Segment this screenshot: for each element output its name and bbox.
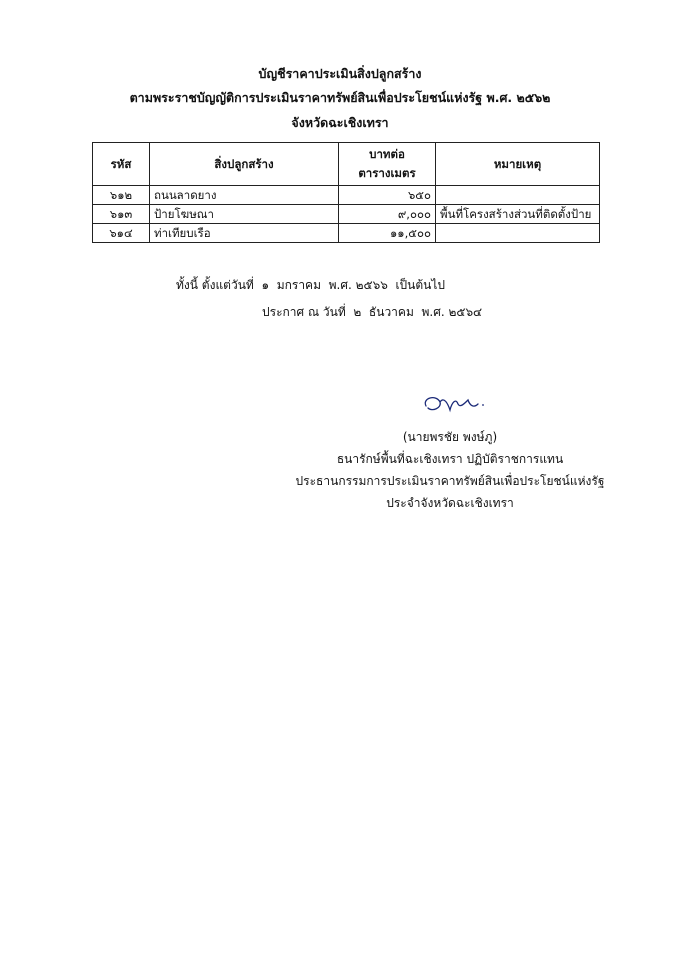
header-price	[339, 143, 436, 186]
row-code: ๖๑๓	[93, 205, 150, 224]
table-row	[93, 205, 600, 224]
row-price: ๖๕๐	[339, 186, 436, 205]
header-price-line1: บาทต่อ	[369, 147, 405, 161]
row-name: ถนนลาดยาง	[150, 186, 339, 205]
row-code: ๖๑๒	[93, 186, 150, 205]
header-note: หมายเหตุ	[436, 143, 600, 186]
row-price: ๙,๐๐๐	[339, 205, 436, 224]
row-note: พื้นที่โครงสร้างส่วนที่ติดตั้งป้าย	[436, 205, 600, 224]
row-note	[436, 224, 600, 243]
signatory-name: (นายพรชัย พงษ์ภู)	[402, 430, 498, 444]
signatory-position-1: ธนารักษ์พื้นที่ฉะเชิงเทรา ปฏิบัติราชการแทน	[336, 452, 564, 466]
price-table	[92, 142, 600, 243]
document-subtitle: ตามพระราชบัญญัติการประเมินราคาทรัพย์สินเพื่อประโยชน์แห่งรัฐ พ.ศ. ๒๕๖๒	[129, 90, 551, 105]
signatory-position-3: ประจำจังหวัดฉะเชิงเทรา	[386, 496, 514, 510]
header-price-line2: ตารางเมตร	[358, 166, 416, 180]
announcement-date-text: ประกาศ ณ วันที่ ๒ ธันวาคม พ.ศ. ๒๕๖๔	[262, 305, 483, 319]
table-header-row	[93, 143, 600, 186]
row-name: ป้ายโฆษณา	[150, 205, 339, 224]
table-row	[93, 186, 600, 205]
row-note	[436, 186, 600, 205]
handwritten-signature	[420, 390, 490, 420]
row-name: ท่าเทียบเรือ	[150, 224, 339, 243]
header-name: สิ่งปลูกสร้าง	[150, 143, 339, 186]
document-title: บัญชีราคาประเมินสิ่งปลูกสร้าง	[258, 66, 422, 81]
signatory-position-2: ประธานกรรมการประเมินราคาทรัพย์สินเพื่อประโยชน์แห่งรัฐ	[295, 474, 605, 488]
header-code: รหัส	[93, 143, 150, 186]
effective-date-text: ทั้งนี้ ตั้งแต่วันที่ ๑ มกราคม พ.ศ. ๒๕๖๖ เป็นต้นไป	[176, 278, 446, 292]
province-title: จังหวัดฉะเชิงเทรา	[291, 115, 389, 130]
row-code: ๖๑๔	[93, 224, 150, 243]
row-price: ๑๑,๕๐๐	[339, 224, 436, 243]
table-row	[93, 224, 600, 243]
